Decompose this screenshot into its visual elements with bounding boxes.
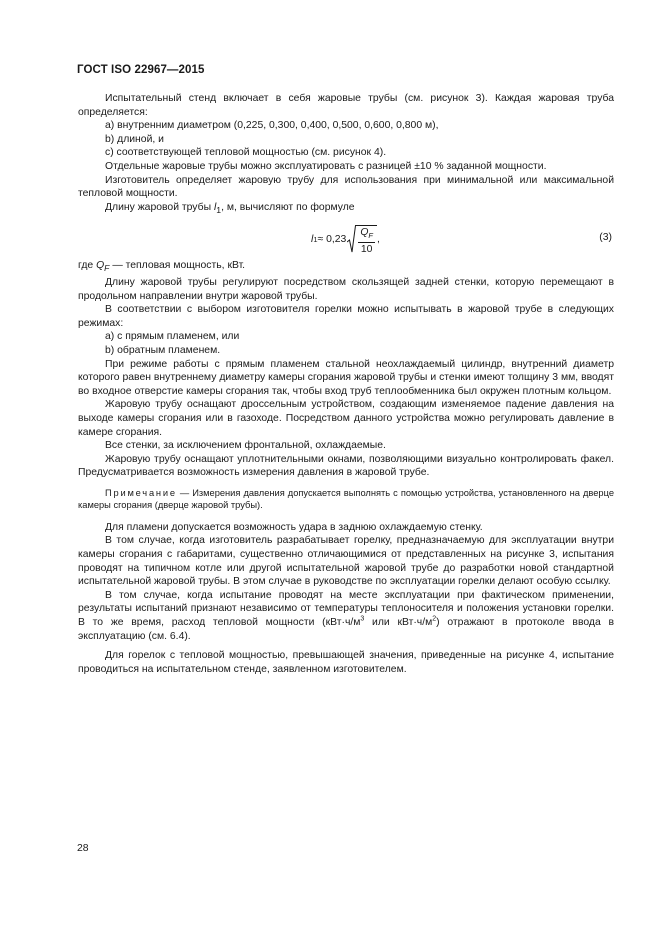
paragraph-high-power: Для горелок с тепловой мощностью, превышающей значения, приведенные на рисунке 4, испытание проводиться на испытательном стенде, заявленном изготовителем. — [78, 650, 614, 675]
equation-number: (3) — [599, 232, 612, 244]
document-header: ГОСТ ISO 22967—2015 — [77, 64, 205, 76]
paragraph-direct-flame-mode: При режиме работы с прямым пламенем стальной неохлаждаемый цилиндр, внутренний диаметр которого равен внутреннему диаметру камеры сгорания жаровой трубы и стенки имеют толщину 3 мм, вводят во входное отверстие камеры сгорания так, чтобы вход труб теплообменника был окружен плотным кольцом. — [78, 358, 614, 397]
list-item-length: b) длиной, и — [105, 133, 164, 145]
paragraph-site-testing: В том случае, когда испытание проводят на месте эксплуатации при фактическом применении, результаты испытаний признают независимо от температуры теплоносителя и положения установки горелки. В то же время, расход тепловой мощности ($кВт\cdot ч/м^3$ или $кВт\cdot ч/м^2$) отражают в протоколе ввода в эксплуатацию (см. 6.4). — [78, 589, 614, 642]
square-root — [347, 225, 377, 254]
formula-fraction: $\frac{Q_F}{10}$ — [360, 227, 373, 255]
formula-legend: где $Q_F$ — тепловая мощность, кВт. — [78, 260, 246, 274]
note: Примечание — Измерения давления допускается выполнять с помощью устройства, установленного на дверце камеры сгорания (дверце жаровой трубы). — [78, 488, 614, 511]
paragraph-sliding-wall: Длину жаровой трубы регулируют посредством скользящей задней стенки, которую перемещают в продольном направлении внутри жаровой трубы. — [78, 277, 614, 302]
paragraph-modes: В соответствии с выбором изготовителя горелки можно испытывать в жаровой трубе в следующих режимах: — [78, 304, 614, 329]
list-item-diameter: a) внутренним диаметром (0,225, 0,300, 0,400, 0,500, 0,600, 0,800 м), — [105, 120, 439, 132]
list-item-reverse-flame: b) обратным пламенем. — [105, 345, 221, 357]
paragraph-throttle-device: Жаровую трубу оснащают дроссельным устройством, создающим изменяемое падение давления на выходе камеры сгорания или в газоходе. Посредством данного устройства можно регулировать давление в камере сгорания. — [78, 399, 614, 438]
paragraph-test-stand: Испытательный стенд включает в себя жаровые трубы (см. рисунок 3). Каждая жаровая труба определяется: — [78, 93, 614, 118]
list-item-power: c) соответствующей тепловой мощностью (см. рисунок 4). — [105, 147, 387, 159]
paragraph-length-formula-intro: Длину жаровой трубы $l_1$, м, вычисляют по формуле — [105, 201, 355, 215]
page-body — [78, 92, 614, 676]
list-item-direct-flame: a) с прямым пламенем, или — [105, 331, 240, 343]
paragraph-flame-impact: Для пламени допускается возможность удара в заднюю охлаждаемую стенку. — [105, 521, 483, 533]
formula-block — [78, 221, 614, 259]
paragraph-cooled-walls: Все стенки, за исключением фронтальной, охлаждаемые. — [105, 440, 386, 452]
paragraph-special-chamber: В том случае, когда изготовитель разрабатывает горелку, предназначаемую для эксплуатации внутри камеры сгорания с габаритами, существенно отличающимися от представленных на рисунке 3, испытания проводят на типичном котле или другой испытательной жаровой трубе до разработки новой стандартной испытательной жаровой трубы. В этом случае в руководстве по эксплуатации горелки делают особую ссылку. — [78, 535, 614, 588]
page-number: 28 — [77, 843, 89, 854]
paragraph-tolerance: Отдельные жаровые трубы можно эксплуатировать с разницей ±10 % заданной мощности. — [105, 160, 547, 172]
paragraph-manufacturer-choice: Изготовитель определяет жаровую трубу для использования при минимальной или максимальной тепловой мощности. — [78, 174, 614, 200]
radical-sign-icon — [347, 225, 356, 253]
formula-3: l 1 ≈ 0,23 $\frac{Q_F}{10}$ , — [311, 227, 380, 255]
paragraph-sight-windows: Жаровую трубу оснащают уплотнительными окнами, позволяющими визуально контролировать факел. Предусматривается возможность измерения давления в жаровой трубе. — [78, 453, 614, 479]
